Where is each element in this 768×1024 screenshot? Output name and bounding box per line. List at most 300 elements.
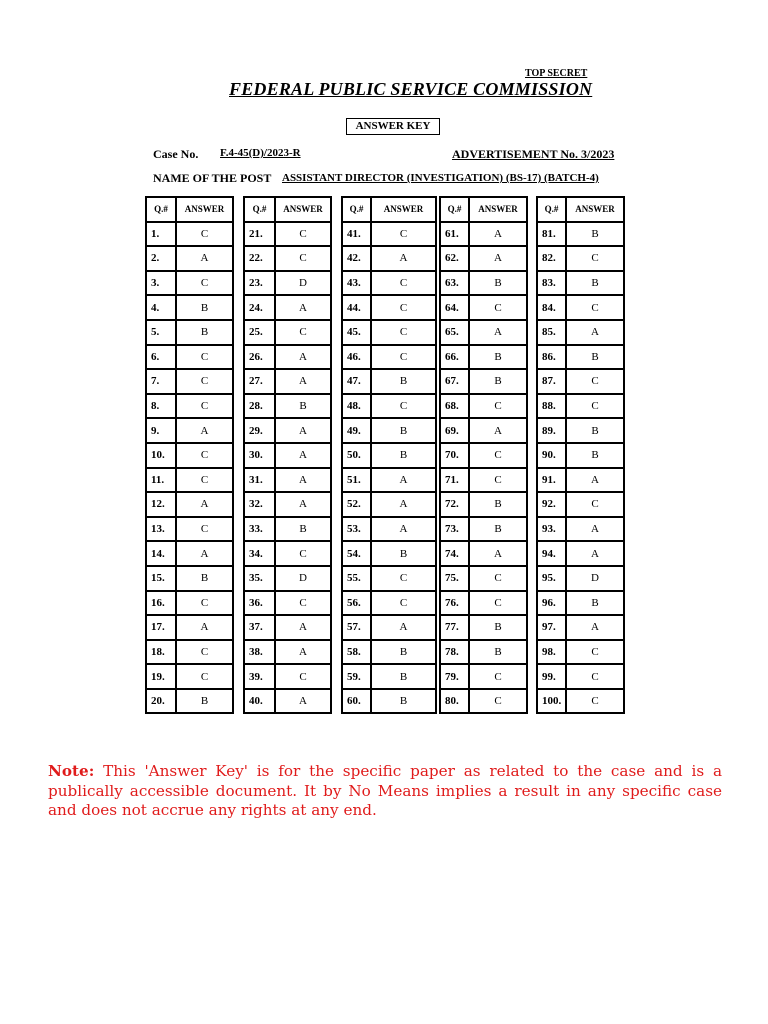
- answer-cell: C: [371, 394, 436, 419]
- answer-cell: B: [566, 418, 624, 443]
- answer-column-table: [439, 196, 528, 714]
- answer-cell: A: [469, 246, 527, 271]
- question-number: 46.: [342, 345, 371, 370]
- question-number: 34.: [244, 541, 275, 566]
- answer-cell: C: [176, 517, 233, 542]
- table-header-row: [537, 197, 624, 222]
- answer-header: ANSWER: [371, 197, 436, 222]
- question-number: 83.: [537, 271, 566, 296]
- answer-cell: C: [275, 591, 331, 616]
- answer-cell: C: [566, 492, 624, 517]
- question-number: 41.: [342, 222, 371, 247]
- table-row: [146, 664, 233, 689]
- table-row: [146, 246, 233, 271]
- answer-cell: B: [275, 517, 331, 542]
- answer-cell: D: [275, 271, 331, 296]
- answer-cell: C: [566, 664, 624, 689]
- table-row: [537, 345, 624, 370]
- question-number: 37.: [244, 615, 275, 640]
- answer-cell: C: [469, 591, 527, 616]
- table-row: [244, 689, 331, 714]
- answer-cell: C: [566, 246, 624, 271]
- table-row: [440, 689, 527, 714]
- table-row: [440, 271, 527, 296]
- answer-cell: A: [566, 468, 624, 493]
- table-row: [342, 271, 436, 296]
- question-number: 21.: [244, 222, 275, 247]
- question-number: 65.: [440, 320, 469, 345]
- table-row: [146, 271, 233, 296]
- table-row: [244, 320, 331, 345]
- answer-cell: B: [371, 664, 436, 689]
- answer-column-table: [243, 196, 332, 714]
- question-number: 49.: [342, 418, 371, 443]
- table-row: [342, 443, 436, 468]
- answer-cell: C: [275, 222, 331, 247]
- question-number: 84.: [537, 295, 566, 320]
- question-number: 12.: [146, 492, 176, 517]
- question-number: 81.: [537, 222, 566, 247]
- page-title: FEDERAL PUBLIC SERVICE COMMISSION: [229, 79, 593, 99]
- table-row: [244, 394, 331, 419]
- table-row: [537, 295, 624, 320]
- top-secret-label: TOP SECRET: [525, 68, 588, 79]
- table-row: [537, 271, 624, 296]
- table-row: [440, 591, 527, 616]
- note-label: Note:: [48, 762, 95, 780]
- note-text: This 'Answer Key' is for the specific paper as related to the case and is a publically accessible document. It by No Means implies a result in any specific case and does not accrue any rights at any end.: [48, 762, 722, 819]
- table-row: [342, 492, 436, 517]
- question-number: 13.: [146, 517, 176, 542]
- question-number: 7.: [146, 369, 176, 394]
- answer-cell: B: [371, 443, 436, 468]
- question-number: 75.: [440, 566, 469, 591]
- table-row: [146, 320, 233, 345]
- table-row: [537, 369, 624, 394]
- table-row: [146, 591, 233, 616]
- answer-cell: B: [275, 394, 331, 419]
- answer-cell: B: [566, 222, 624, 247]
- table-row: [146, 468, 233, 493]
- table-row: [537, 394, 624, 419]
- answer-cell: D: [275, 566, 331, 591]
- table-row: [342, 320, 436, 345]
- question-number-header: Q.#: [244, 197, 275, 222]
- answer-cell: C: [176, 369, 233, 394]
- question-number: 54.: [342, 541, 371, 566]
- question-number: 79.: [440, 664, 469, 689]
- question-number: 15.: [146, 566, 176, 591]
- question-number: 53.: [342, 517, 371, 542]
- question-number: 26.: [244, 345, 275, 370]
- table-row: [537, 640, 624, 665]
- table-row: [440, 418, 527, 443]
- table-row: [244, 345, 331, 370]
- answer-cell: A: [371, 246, 436, 271]
- table-row: [244, 369, 331, 394]
- case-label: Case No.: [153, 147, 199, 161]
- answer-cell: C: [469, 689, 527, 714]
- question-number: 76.: [440, 591, 469, 616]
- answer-cell: B: [371, 369, 436, 394]
- table-row: [244, 295, 331, 320]
- answer-cell: C: [566, 640, 624, 665]
- question-number: 77.: [440, 615, 469, 640]
- table-row: [342, 295, 436, 320]
- answer-cell: B: [371, 640, 436, 665]
- answer-cell: C: [176, 345, 233, 370]
- question-number: 36.: [244, 591, 275, 616]
- question-number: 64.: [440, 295, 469, 320]
- table-row: [146, 394, 233, 419]
- answer-cell: B: [371, 689, 436, 714]
- table-row: [244, 418, 331, 443]
- question-number: 1.: [146, 222, 176, 247]
- question-number: 44.: [342, 295, 371, 320]
- table-row: [244, 615, 331, 640]
- answer-cell: A: [469, 418, 527, 443]
- table-row: [244, 664, 331, 689]
- table-header-row: [342, 197, 436, 222]
- answer-cell: C: [176, 443, 233, 468]
- table-row: [440, 369, 527, 394]
- question-number: 90.: [537, 443, 566, 468]
- question-number: 92.: [537, 492, 566, 517]
- answer-cell: C: [566, 394, 624, 419]
- question-number: 19.: [146, 664, 176, 689]
- answer-cell: A: [371, 615, 436, 640]
- table-row: [440, 664, 527, 689]
- question-number: 61.: [440, 222, 469, 247]
- question-number: 60.: [342, 689, 371, 714]
- answer-cell: A: [176, 418, 233, 443]
- answer-cell: B: [469, 615, 527, 640]
- table-row: [440, 541, 527, 566]
- question-number: 82.: [537, 246, 566, 271]
- answer-column-table: [341, 196, 437, 714]
- question-number-header: Q.#: [146, 197, 176, 222]
- question-number: 94.: [537, 541, 566, 566]
- question-number: 99.: [537, 664, 566, 689]
- table-row: [342, 615, 436, 640]
- table-row: [537, 443, 624, 468]
- answer-cell: C: [176, 640, 233, 665]
- question-number: 59.: [342, 664, 371, 689]
- table-row: [342, 345, 436, 370]
- answer-cell: C: [275, 664, 331, 689]
- answer-cell: A: [371, 468, 436, 493]
- answer-column-table: [536, 196, 625, 714]
- table-row: [146, 295, 233, 320]
- question-number: 88.: [537, 394, 566, 419]
- question-number: 5.: [146, 320, 176, 345]
- question-number: 85.: [537, 320, 566, 345]
- answer-cell: B: [176, 566, 233, 591]
- answer-cell: C: [371, 566, 436, 591]
- question-number: 73.: [440, 517, 469, 542]
- answer-cell: B: [371, 418, 436, 443]
- answer-cell: C: [371, 222, 436, 247]
- answer-cell: B: [469, 492, 527, 517]
- question-number: 2.: [146, 246, 176, 271]
- question-number: 8.: [146, 394, 176, 419]
- answer-column-table: [145, 196, 234, 714]
- question-number: 51.: [342, 468, 371, 493]
- answer-cell: A: [275, 640, 331, 665]
- table-row: [440, 566, 527, 591]
- table-row: [342, 591, 436, 616]
- table-row: [440, 246, 527, 271]
- question-number: 20.: [146, 689, 176, 714]
- question-number-header: Q.#: [342, 197, 371, 222]
- answer-cell: B: [469, 271, 527, 296]
- answer-cell: A: [566, 541, 624, 566]
- answer-header: ANSWER: [566, 197, 624, 222]
- answer-cell: C: [469, 443, 527, 468]
- table-row: [537, 591, 624, 616]
- answer-cell: C: [469, 295, 527, 320]
- question-number: 11.: [146, 468, 176, 493]
- answer-cell: B: [176, 295, 233, 320]
- table-row: [440, 295, 527, 320]
- question-number: 71.: [440, 468, 469, 493]
- question-number: 70.: [440, 443, 469, 468]
- answer-cell: A: [275, 468, 331, 493]
- table-row: [146, 566, 233, 591]
- answer-cell: A: [275, 295, 331, 320]
- table-row: [440, 345, 527, 370]
- table-row: [537, 664, 624, 689]
- question-number: 66.: [440, 345, 469, 370]
- answer-cell: A: [275, 443, 331, 468]
- question-number: 18.: [146, 640, 176, 665]
- question-number: 38.: [244, 640, 275, 665]
- answer-cell: B: [566, 591, 624, 616]
- table-header-row: [146, 197, 233, 222]
- table-row: [440, 222, 527, 247]
- answer-cell: A: [566, 615, 624, 640]
- answer-cell: A: [566, 517, 624, 542]
- question-number: 91.: [537, 468, 566, 493]
- question-number: 28.: [244, 394, 275, 419]
- answer-cell: A: [371, 492, 436, 517]
- answer-cell: A: [371, 517, 436, 542]
- answer-cell: A: [275, 369, 331, 394]
- table-row: [537, 689, 624, 714]
- answer-cell: C: [566, 369, 624, 394]
- post-label: NAME OF THE POST: [153, 171, 272, 185]
- question-number: 14.: [146, 541, 176, 566]
- table-row: [537, 566, 624, 591]
- table-row: [244, 443, 331, 468]
- question-number: 58.: [342, 640, 371, 665]
- question-number: 40.: [244, 689, 275, 714]
- table-row: [537, 320, 624, 345]
- note-paragraph: [48, 762, 722, 821]
- table-row: [537, 615, 624, 640]
- answer-cell: A: [469, 541, 527, 566]
- question-number: 63.: [440, 271, 469, 296]
- answer-header: ANSWER: [176, 197, 233, 222]
- answer-header: ANSWER: [275, 197, 331, 222]
- table-header-row: [440, 197, 527, 222]
- question-number-header: Q.#: [537, 197, 566, 222]
- table-row: [342, 566, 436, 591]
- answer-cell: A: [469, 320, 527, 345]
- table-row: [537, 468, 624, 493]
- table-row: [146, 517, 233, 542]
- question-number: 35.: [244, 566, 275, 591]
- answer-cell: C: [275, 320, 331, 345]
- question-number-header: Q.#: [440, 197, 469, 222]
- question-number: 45.: [342, 320, 371, 345]
- table-row: [440, 492, 527, 517]
- answer-cell: B: [176, 689, 233, 714]
- question-number: 3.: [146, 271, 176, 296]
- table-row: [244, 468, 331, 493]
- table-row: [146, 640, 233, 665]
- table-row: [342, 394, 436, 419]
- table-row: [244, 246, 331, 271]
- answer-cell: B: [566, 271, 624, 296]
- question-number: 98.: [537, 640, 566, 665]
- answer-cell: A: [566, 320, 624, 345]
- table-row: [342, 640, 436, 665]
- question-number: 6.: [146, 345, 176, 370]
- question-number: 62.: [440, 246, 469, 271]
- table-row: [537, 246, 624, 271]
- question-number: 27.: [244, 369, 275, 394]
- answer-cell: B: [469, 517, 527, 542]
- answer-cell: C: [566, 689, 624, 714]
- question-number: 9.: [146, 418, 176, 443]
- advertisement-number: ADVERTISEMENT No. 3/2023: [452, 147, 615, 161]
- question-number: 89.: [537, 418, 566, 443]
- answer-cell: A: [275, 615, 331, 640]
- answer-cell: C: [176, 394, 233, 419]
- answer-cell: C: [176, 591, 233, 616]
- question-number: 93.: [537, 517, 566, 542]
- table-row: [244, 271, 331, 296]
- answer-cell: C: [275, 541, 331, 566]
- question-number: 23.: [244, 271, 275, 296]
- answer-header: ANSWER: [469, 197, 527, 222]
- answer-cell: C: [176, 468, 233, 493]
- question-number: 86.: [537, 345, 566, 370]
- table-row: [244, 492, 331, 517]
- case-number: F.4-45(D)/2023-R: [220, 147, 301, 159]
- question-number: 47.: [342, 369, 371, 394]
- question-number: 33.: [244, 517, 275, 542]
- answer-cell: C: [566, 295, 624, 320]
- answer-cell: B: [469, 345, 527, 370]
- question-number: 16.: [146, 591, 176, 616]
- post-name: ASSISTANT DIRECTOR (INVESTIGATION) (BS-17) (BATCH-4): [282, 172, 599, 184]
- answer-cell: D: [566, 566, 624, 591]
- answer-cell: A: [176, 541, 233, 566]
- answer-cell: B: [566, 443, 624, 468]
- answer-cell: A: [176, 615, 233, 640]
- question-number: 39.: [244, 664, 275, 689]
- question-number: 55.: [342, 566, 371, 591]
- table-row: [146, 689, 233, 714]
- answer-cell: A: [176, 492, 233, 517]
- question-number: 69.: [440, 418, 469, 443]
- question-number: 72.: [440, 492, 469, 517]
- answer-cell: C: [371, 271, 436, 296]
- question-number: 22.: [244, 246, 275, 271]
- answer-cell: C: [275, 246, 331, 271]
- answer-cell: C: [469, 394, 527, 419]
- table-row: [440, 443, 527, 468]
- answer-cell: B: [371, 541, 436, 566]
- table-row: [342, 541, 436, 566]
- question-number: 25.: [244, 320, 275, 345]
- table-row: [537, 222, 624, 247]
- answer-cell: C: [469, 566, 527, 591]
- table-row: [146, 492, 233, 517]
- question-number: 52.: [342, 492, 371, 517]
- answer-cell: C: [371, 345, 436, 370]
- table-row: [146, 541, 233, 566]
- question-number: 32.: [244, 492, 275, 517]
- answer-cell: B: [469, 640, 527, 665]
- table-row: [244, 541, 331, 566]
- question-number: 24.: [244, 295, 275, 320]
- table-row: [537, 492, 624, 517]
- question-number: 50.: [342, 443, 371, 468]
- answer-cell: C: [371, 295, 436, 320]
- table-row: [146, 222, 233, 247]
- answer-cell: A: [275, 492, 331, 517]
- table-row: [146, 443, 233, 468]
- question-number: 57.: [342, 615, 371, 640]
- answer-cell: B: [566, 345, 624, 370]
- answer-cell: A: [469, 222, 527, 247]
- table-row: [342, 517, 436, 542]
- question-number: 100.: [537, 689, 566, 714]
- question-number: 10.: [146, 443, 176, 468]
- table-row: [440, 615, 527, 640]
- table-row: [440, 394, 527, 419]
- answer-cell: C: [176, 271, 233, 296]
- question-number: 80.: [440, 689, 469, 714]
- answer-cell: B: [469, 369, 527, 394]
- table-row: [342, 468, 436, 493]
- table-row: [342, 418, 436, 443]
- table-row: [244, 566, 331, 591]
- table-row: [440, 468, 527, 493]
- question-number: 78.: [440, 640, 469, 665]
- question-number: 56.: [342, 591, 371, 616]
- answer-cell: A: [275, 345, 331, 370]
- table-row: [342, 689, 436, 714]
- question-number: 4.: [146, 295, 176, 320]
- answer-cell: A: [275, 689, 331, 714]
- question-number: 29.: [244, 418, 275, 443]
- table-row: [244, 640, 331, 665]
- question-number: 42.: [342, 246, 371, 271]
- table-row: [146, 615, 233, 640]
- table-row: [244, 591, 331, 616]
- table-row: [244, 517, 331, 542]
- question-number: 96.: [537, 591, 566, 616]
- answer-cell: C: [469, 468, 527, 493]
- table-row: [537, 517, 624, 542]
- table-row: [440, 640, 527, 665]
- answer-cell: C: [176, 664, 233, 689]
- question-number: 74.: [440, 541, 469, 566]
